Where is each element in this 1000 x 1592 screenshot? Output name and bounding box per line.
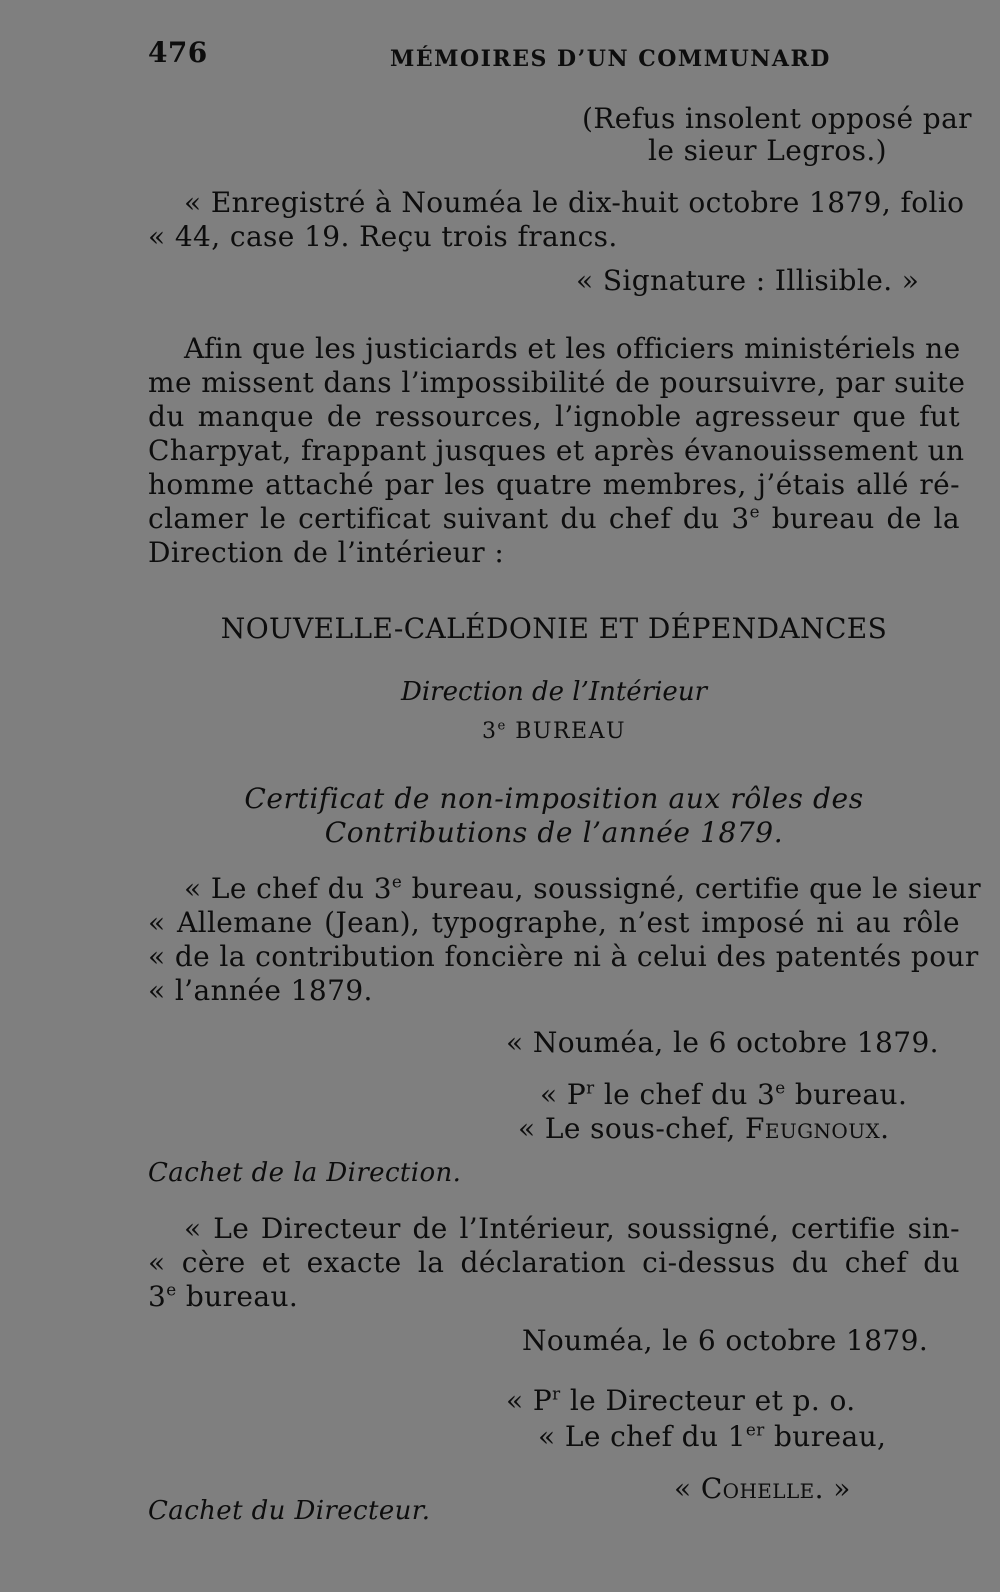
director-signoff-1: « $P^r$ le Directeur et p. o. <box>506 1383 856 1417</box>
signoff-2-prefix: « Le sous-chef, <box>518 1112 746 1145</box>
paragraph-line-6: clamer le certificat suivant du chef du 3e bureau de la <box>148 501 960 535</box>
certificate-signoff-1: « $P^r$ le chef du 3e bureau. <box>540 1077 908 1111</box>
director-body-line-1: « Le Directeur de l’Intérieur, soussigné, certifie sin- <box>184 1212 960 1245</box>
director-date: Nouméa, le 6 octobre 1879. <box>522 1324 929 1357</box>
certificate-signoff-2 <box>518 1112 889 1146</box>
bureau-number: 3e <box>481 718 507 744</box>
paragraph-line-5: homme attaché par les quatre membres, j’étais allé ré- <box>148 468 960 501</box>
registration-line-1: « Enregistré à Nouméa le dix-huit octobre 1879, folio <box>184 186 965 219</box>
signoff-3-prefix: « <box>674 1472 701 1505</box>
bureau-label: BUREAU <box>515 719 627 744</box>
registration-signature: « Signature : Illisible. » <box>576 264 920 297</box>
certificate-direction: Direction de l’Intérieur <box>401 677 707 707</box>
registration-line-2: « 44, case 19. Reçu trois francs. <box>148 220 618 253</box>
paragraph-line-2: me missent dans l’impossibilité de poursuivre, par suite <box>148 366 966 399</box>
running-title: MÉMOIRES D’UN COMMUNARD <box>390 46 831 72</box>
certificate-date: « Nouméa, le 6 octobre 1879. <box>506 1026 939 1059</box>
certificate-territory: NOUVELLE-CALÉDONIE ET DÉPENDANCES <box>220 612 888 645</box>
signoff-3-end: . » <box>814 1472 851 1505</box>
certificate-body-line-4: « l’année 1879. <box>148 974 373 1007</box>
certificate-title-line-2: Contributions de l’année 1879. <box>324 816 784 849</box>
certificate-body-line-2: « Allemane (Jean), typographe, n’est imposé ni au rôle <box>148 906 960 939</box>
certificate-body-line-1: « Le chef du 3e bureau, soussigné, certifie que le sieur <box>184 871 982 905</box>
signer-name-feugnoux: Feugnoux <box>745 1112 881 1145</box>
refusal-note-line-2: le sieur Legros.) <box>648 134 887 167</box>
refusal-note-line-1: (Refus insolent opposé par <box>582 102 972 135</box>
paragraph-line-3: du manque de ressources, l’ignoble agresseur que fut <box>148 400 960 433</box>
director-body-line-3: 3e bureau. <box>148 1279 299 1313</box>
certificate-body-line-3: « de la contribution foncière ni à celui des patentés pour <box>148 940 979 973</box>
director-signoff-2: « Le chef du 1er bureau, <box>538 1419 887 1453</box>
certificate-bureau <box>148 718 960 746</box>
page-number: 476 <box>148 36 208 69</box>
certificate-title-line-1: Certificat de non-imposition aux rôles des <box>244 782 864 815</box>
paragraph-line-7: Direction de l’intérieur : <box>148 536 505 569</box>
paragraph-line-4: Charpyat, frappant jusques et après évanouissement un <box>148 434 965 467</box>
director-signoff-3 <box>674 1472 851 1506</box>
signer-name-cohelle: Cohelle <box>700 1472 815 1505</box>
director-stamp: Cachet du Directeur. <box>148 1496 431 1526</box>
signoff-2-end: . <box>880 1112 890 1145</box>
paragraph-line-1: Afin que les justiciards et les officiers ministériels ne <box>184 332 961 365</box>
certificate-stamp: Cachet de la Direction. <box>148 1158 462 1188</box>
director-body-line-2: « cère et exacte la déclaration ci-dessus du chef du <box>148 1246 960 1279</box>
